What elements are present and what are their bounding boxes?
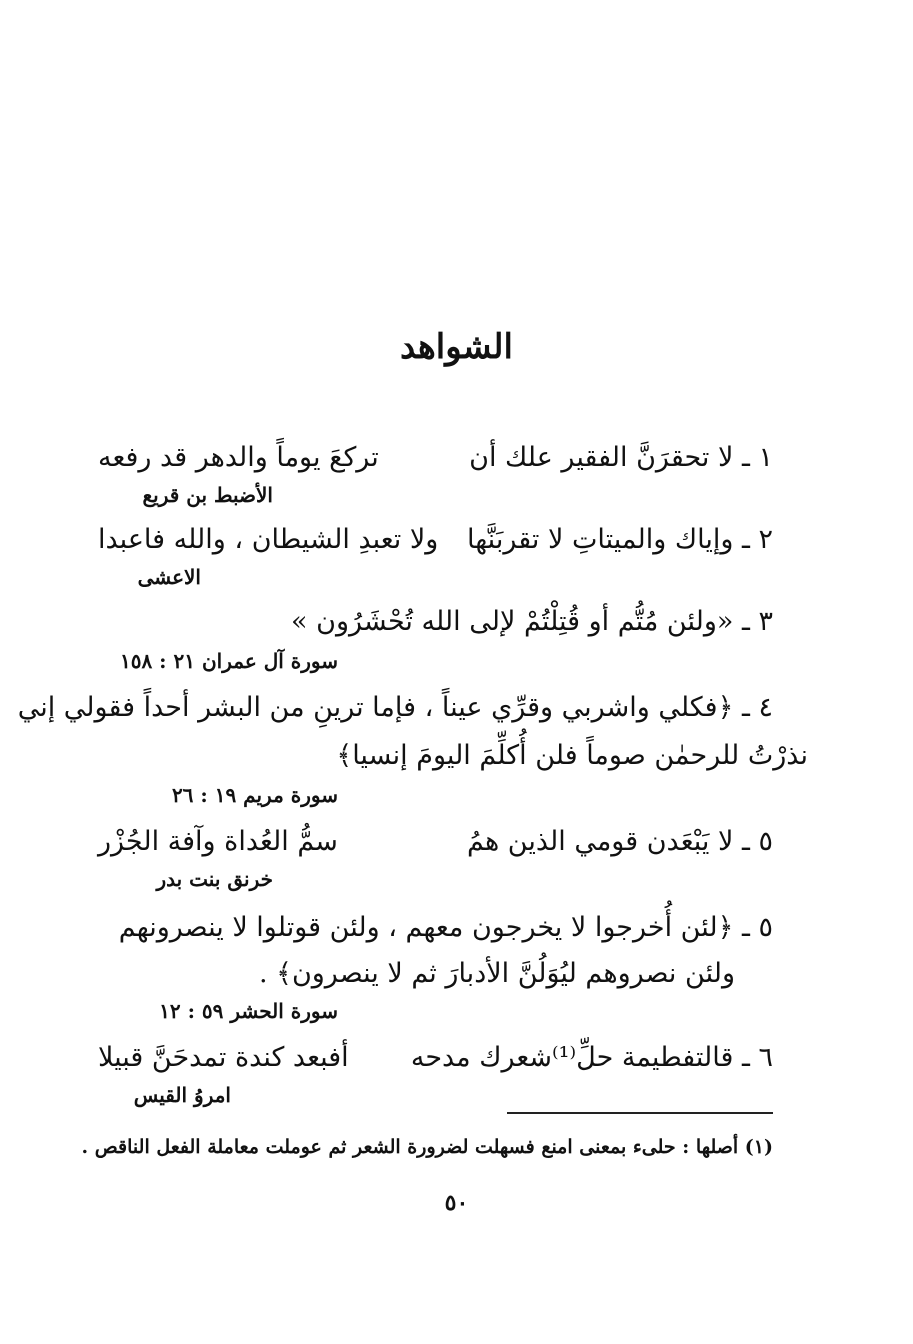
quran-5-line-2: ولئن نصروهم ليُوَلُنَّ الأدبارَ ثم لا ينصرون﴾ . <box>258 958 735 989</box>
verse-2-first-hemistich: ٢ ـ وإياك والميتاتِ لا تقربَنَّها <box>467 524 773 555</box>
verse-5 <box>98 820 773 864</box>
verse-1-first-hemistich: ١ ـ لا تحقرَنَّ الفقير علك أن <box>469 442 773 473</box>
verse-5-second-hemistich: سمُّ العُداة وآفة الجُزْر <box>98 826 338 857</box>
poet-name: امروُ القيس <box>133 1083 231 1107</box>
quran-5-line-1: ٥ ـ ﴿لئن أُخرجوا لا يخرجون معهم ، ولئن قوتلوا لا ينصرونهم <box>118 912 773 943</box>
quran-source: سورة مريم ١٩ : ٢٦ <box>171 783 338 807</box>
quran-source: سورة الحشر ٥٩ : ١٢ <box>159 999 338 1023</box>
verse-2 <box>98 518 773 562</box>
verse-6-first-hemistich: ٦ ـ قالتفطيمة حلِّ⁽¹⁾شعرك مدحه <box>410 1042 773 1073</box>
page-title: الشواهد <box>400 327 513 367</box>
quran-4-line-2: نذرْتُ للرحمٰن صوماً فلن أُكلِّمَ اليومَ إنسيا﴾ <box>336 740 808 771</box>
poet-name: خرنق بنت بدر <box>156 867 273 891</box>
verse-6 <box>98 1036 773 1080</box>
poet-name: الاعشى <box>137 565 201 589</box>
quran-source: سورة آل عمران ٢١ : ١٥٨ <box>119 649 338 673</box>
verse-1-second-hemistich: تركعَ يوماً والدهر قد رفعه <box>98 442 379 473</box>
page-number: ٥٠ <box>444 1190 469 1216</box>
verse-1 <box>98 436 773 480</box>
poet-name: الأضبط بن قريع <box>142 483 273 507</box>
footnote-divider <box>507 1112 773 1114</box>
quran-3: ٣ ـ «ولئن مُتُّم أو قُتِلْتُمْ لإلى الله تُحْشَرُون » <box>291 606 773 637</box>
footnote: (١) أصلها : حلىء بمعنى امنع فسهلت لضرورة الشعر ثم عوملت معاملة الفعل الناقص . <box>81 1136 773 1158</box>
verse-5-first-hemistich: ٥ ـ لا يَبْعَدن قومي الذين همُ <box>466 826 773 857</box>
verse-6-second-hemistich: أفبعد كندة تمدحَنَّ قبيلا <box>98 1042 349 1073</box>
quran-4-line-1: ٤ ـ ﴿فكلي واشربي وقرِّي عيناً ، فإما ترينِ من البشر أحداً فقولي إني <box>17 692 773 723</box>
verse-2-second-hemistich: ولا تعبدِ الشيطان ، والله فاعبدا <box>98 524 439 555</box>
